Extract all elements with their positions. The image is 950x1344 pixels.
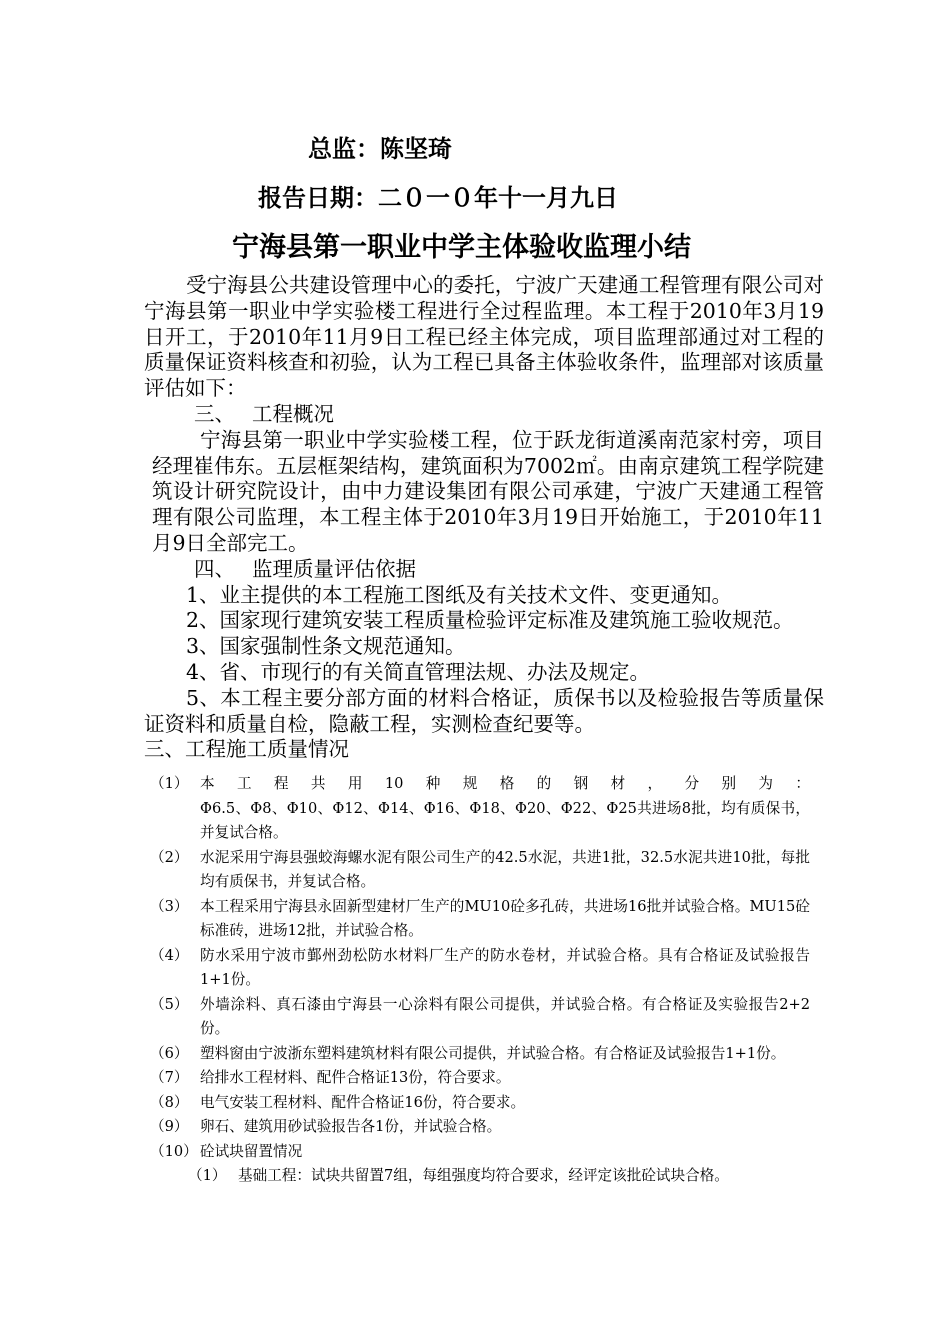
list-item-text: Φ6.5、Φ8、Φ10、Φ12、Φ14、Φ16、Φ18、Φ20、Φ22、Φ25共进场8批，均有质保书，并复试合格。 bbox=[200, 799, 810, 841]
basis-item: 4、省、市现行的有关简直管理法规、办法及规定。 bbox=[186, 659, 651, 684]
document-title: 宁海县第一职业中学主体验收监理小结 bbox=[232, 232, 691, 263]
list-item bbox=[150, 1066, 810, 1091]
list-item bbox=[150, 1091, 810, 1116]
overview-heading-text: 工程概况 bbox=[252, 401, 334, 426]
basis-item: 5、本工程主要分部方面的材料合格证，质保书以及检验报告等质量保证资料和质量自检，隐蔽工程，实测检查纪要等。 bbox=[144, 685, 824, 736]
list-sub-item bbox=[150, 1164, 810, 1189]
report-date-line: 报告日期：二０一０年十一月九日 bbox=[258, 183, 618, 212]
list-item bbox=[150, 944, 810, 993]
list-item-index: （10） bbox=[150, 1142, 198, 1160]
basis-heading-text: 监理质量评估依据 bbox=[252, 556, 416, 581]
list-item-index: （2） bbox=[150, 848, 189, 866]
basis-item: 1、业主提供的本工程施工图纸及有关技术文件、变更通知。 bbox=[186, 582, 733, 607]
list-item-index: （7） bbox=[150, 1069, 189, 1086]
overview-heading bbox=[144, 402, 824, 428]
list-item-text: 塑料窗由宁波浙东塑料建筑材料有限公司提供，并试验合格。有合格证及试验报告1+1份。 bbox=[200, 1044, 786, 1062]
list-item-index: （1） bbox=[150, 775, 189, 792]
list-item-index: （8） bbox=[150, 1093, 189, 1111]
overview-section bbox=[144, 428, 824, 557]
basis-item: 2、国家现行建筑安装工程质量检验评定标准及建筑施工验收规范。 bbox=[186, 608, 794, 633]
list-item-index: （3） bbox=[150, 897, 189, 915]
list-item-index: （1） bbox=[188, 1167, 227, 1184]
material-list bbox=[150, 772, 810, 1189]
list-item-text: 砼试块留置情况 bbox=[200, 1142, 303, 1160]
basis-item: 3、国家强制性条文规范通知。 bbox=[186, 634, 466, 659]
list-item-text: 本工程采用宁海县永固新型建材厂生产的MU10砼多孔砖，共进场16批并试验合格。MU15砼标准砖，进场12批，并试验合格。 bbox=[200, 897, 810, 939]
list-item bbox=[150, 1140, 810, 1165]
list-item-text: 给排水工程材料、配件合格证13份，符合要求。 bbox=[200, 1069, 511, 1086]
list-item bbox=[150, 1042, 810, 1067]
list-item-text: 电气安装工程材料、配件合格证16份，符合要求。 bbox=[200, 1093, 526, 1111]
list-item-index: （4） bbox=[150, 946, 189, 964]
report-body bbox=[144, 273, 824, 763]
list-item-index: （6） bbox=[150, 1044, 189, 1062]
list-item bbox=[150, 1115, 810, 1140]
intro-paragraph: 受宁海县公共建设管理中心的委托，宁波广天建通工程管理有限公司对宁海县第一职业中学实验楼工程进行全过程监理。本工程于2010年3月19日开工，于2010年11月9日工程已经主体完成，项目监理部通过对工程的质量保证资料核查和初验，认为工程已具备主体验收条件，监理部对该质量评估如下： bbox=[144, 273, 824, 401]
overview-paragraph: 宁海县第一职业中学实验楼工程，位于跃龙街道溪南范家村旁，项目经理崔伟东。五层框架结构，建筑面积为7002㎡。由南京建筑工程学院建筑设计研究院设计，由中力建设集团有限公司承建，宁波广天建通工程管理有限公司监理，本工程主体于2010年3月19日开始施工，于2010年11月9日全部完工。 bbox=[152, 427, 824, 555]
list-item-index: （5） bbox=[150, 995, 189, 1013]
basis-heading bbox=[144, 557, 824, 583]
list-item-index: （9） bbox=[150, 1118, 189, 1135]
list-item-text: 卵石、建筑用砂试验报告各1份，并试验合格。 bbox=[200, 1118, 502, 1135]
overview-heading-number: 三、 bbox=[194, 401, 235, 426]
supervisor-line: 总监：陈坚琦 bbox=[308, 134, 452, 163]
list-item-text: 基础工程：试块共留置7组，每组强度均符合要求，经评定该批砼试块合格。 bbox=[238, 1167, 729, 1184]
list-item bbox=[150, 846, 810, 895]
quality-heading: 三、工程施工质量情况 bbox=[144, 737, 349, 762]
list-item-lead: 本工程共用10种规格的钢材，分别为： bbox=[200, 775, 810, 792]
list-item bbox=[150, 993, 810, 1042]
basis-heading-number: 四、 bbox=[194, 556, 235, 581]
list-item bbox=[150, 895, 810, 944]
list-item-text: 防水采用宁波市鄞州劲松防水材料厂生产的防水卷材，并试验合格。具有合格证及试验报告1+1份。 bbox=[200, 946, 810, 988]
list-item-text: 外墙涂料、真石漆由宁海县一心涂料有限公司提供，并试验合格。有合格证及实验报告2+2份。 bbox=[200, 995, 810, 1037]
list-item-text: 水泥采用宁海县强蛟海螺水泥有限公司生产的42.5水泥，共进1批，32.5水泥共进10批，每批均有质保书，并复试合格。 bbox=[200, 848, 810, 890]
list-item bbox=[150, 772, 810, 846]
